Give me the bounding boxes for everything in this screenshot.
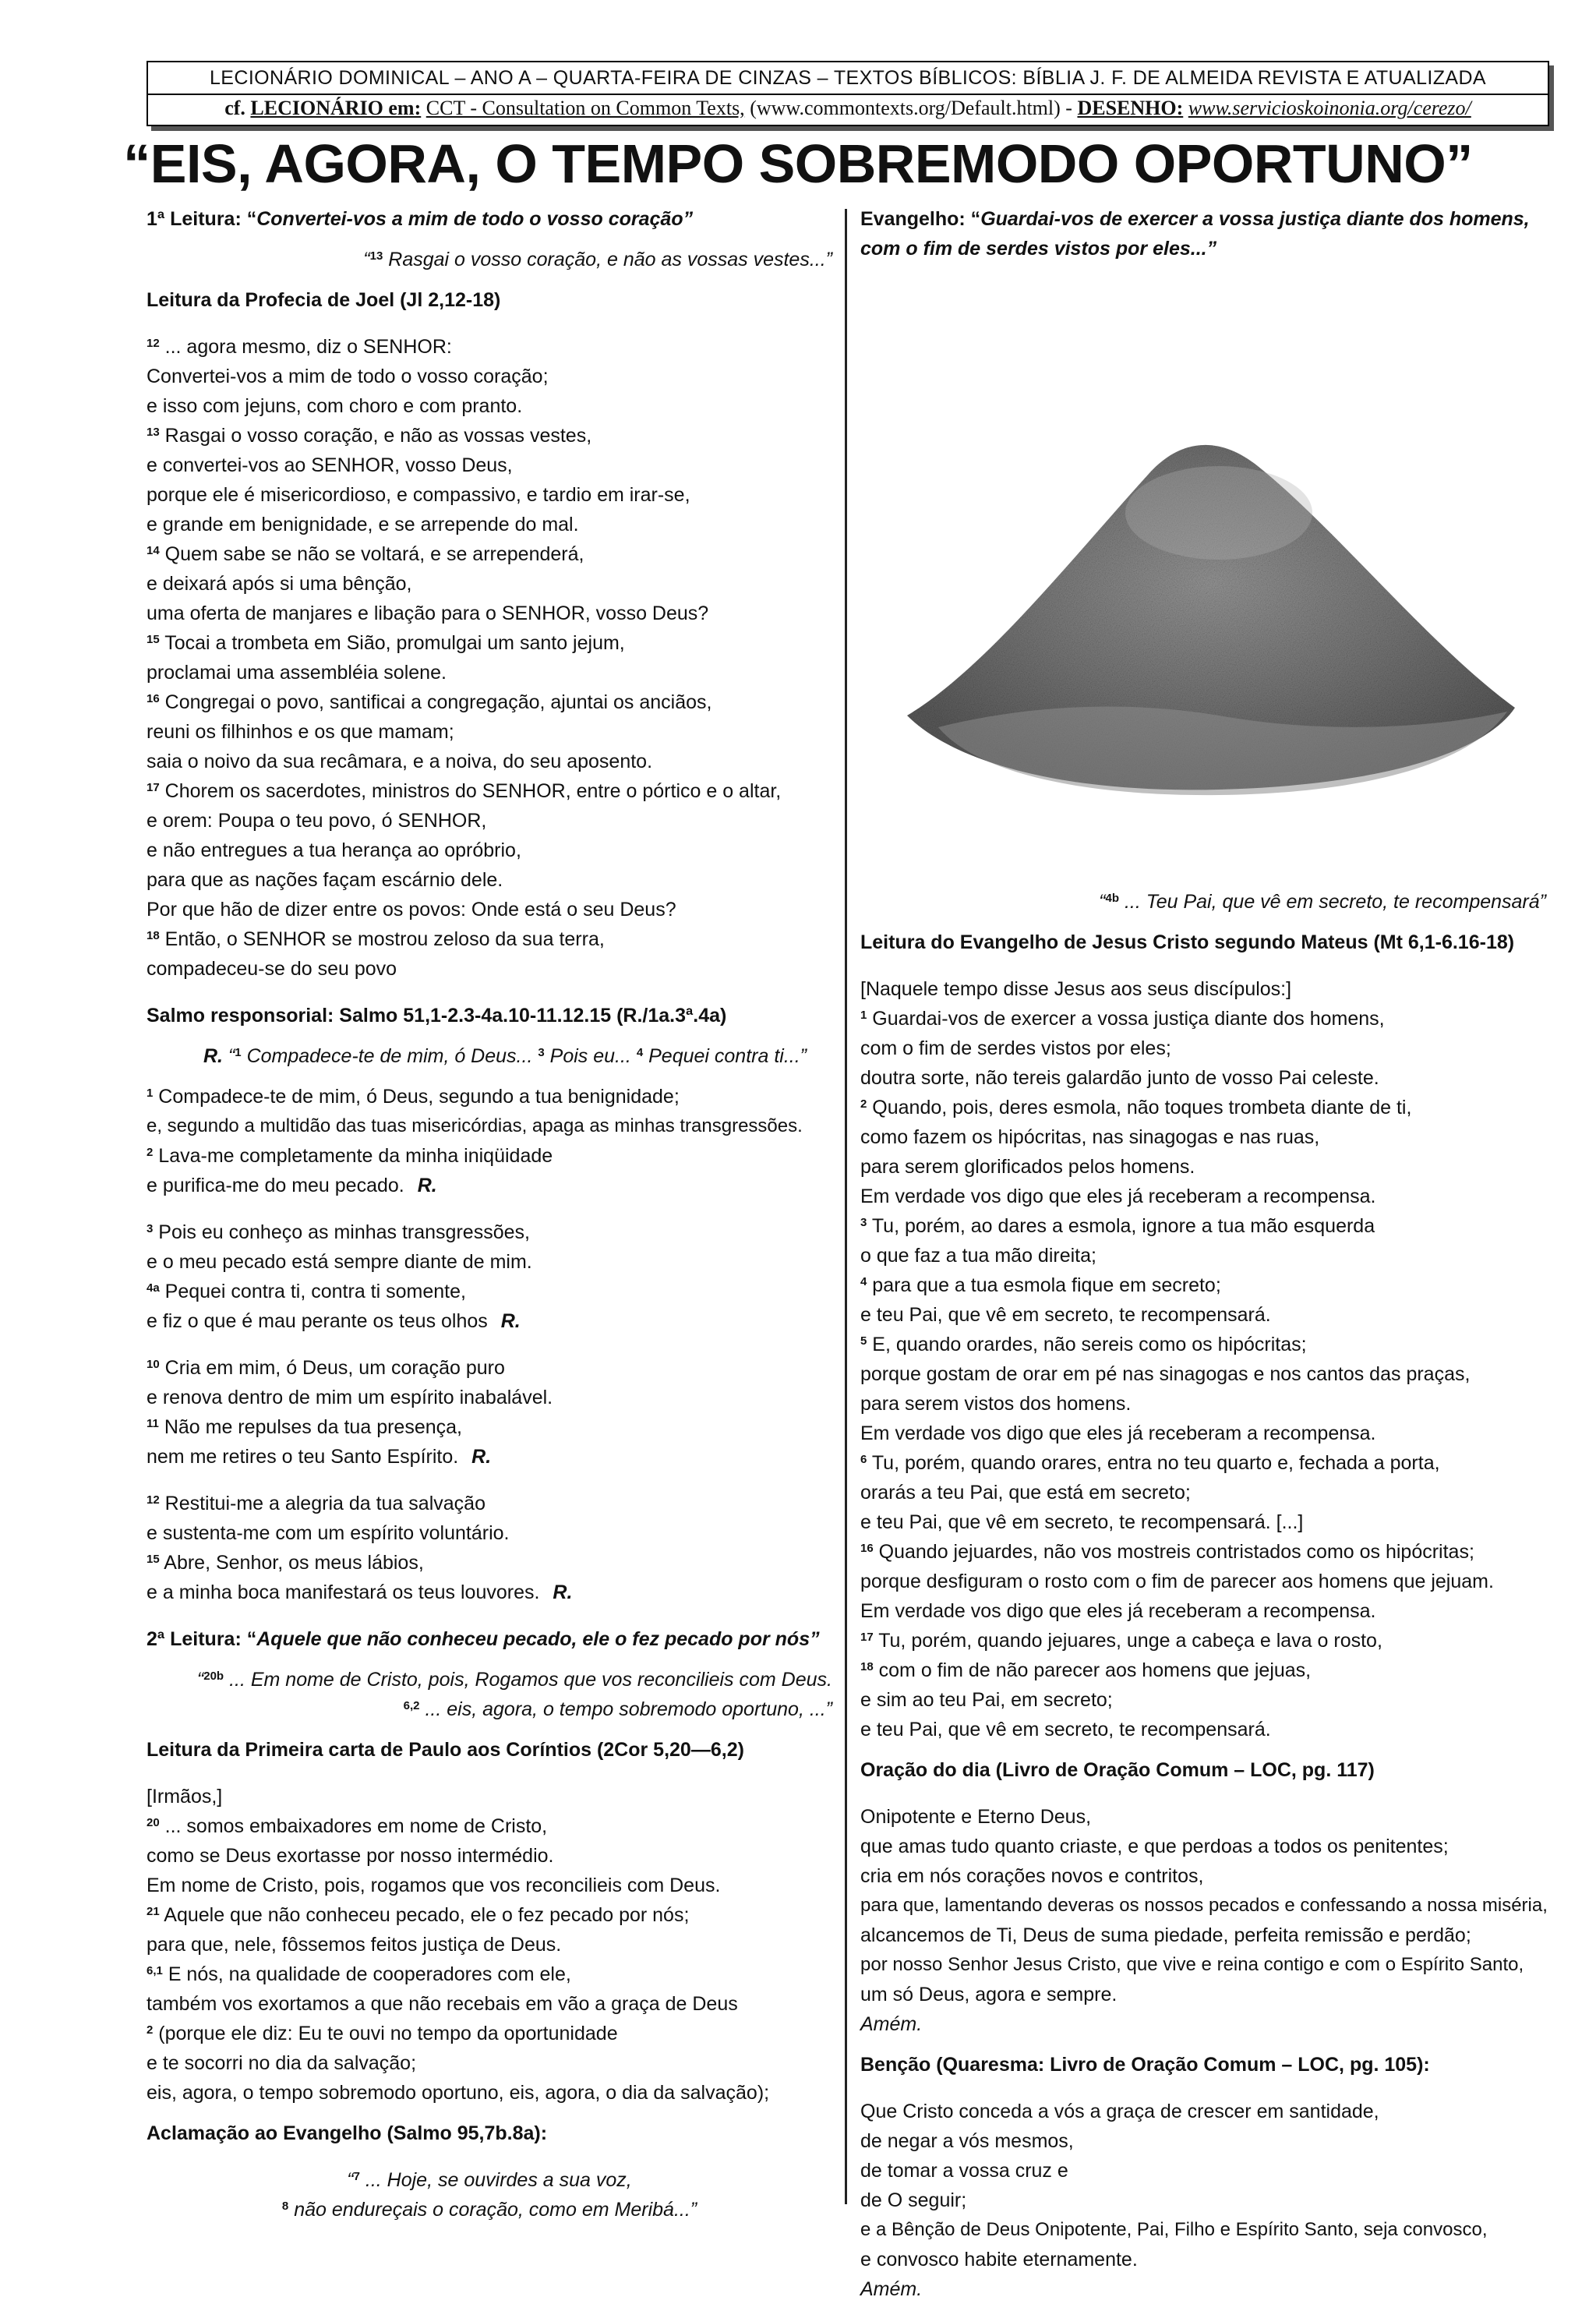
verse-line: como fazem os hipócritas, nas sinagogas e nas ruas, bbox=[860, 1126, 1320, 1148]
verse-line: e teu Pai, que vê em secreto, te recompensará. [...] bbox=[860, 1511, 1304, 1533]
verse-line: $^{12}$ ... agora mesmo, diz o SENHOR: bbox=[147, 336, 452, 358]
cct-link[interactable]: CCT - Consultation on Common Texts, bbox=[425, 97, 745, 119]
verse-line: Em verdade vos digo que eles já receberam a recompensa. bbox=[860, 1600, 1376, 1622]
response-mark: R. bbox=[466, 1446, 492, 1468]
verse-line: e orem: Poupa o teu povo, ó SENHOR, bbox=[147, 810, 487, 832]
verse-line: saia o noivo da sua recâmara, e a noiva, do seu aposento. bbox=[147, 751, 653, 772]
psalm-stanza bbox=[147, 1489, 832, 1607]
verse-line: e te socorri no dia da salvação; bbox=[147, 2052, 417, 2074]
verse-line: $^{11}$ Não me repulses da tua presença, bbox=[147, 1416, 462, 1438]
psalm-text bbox=[147, 1082, 832, 1624]
text-line: cria em nós corações novos e contritos, bbox=[860, 1865, 1204, 1887]
verse-line: Por que hão de dizer entre os povos: Onde está o seu Deus? bbox=[147, 899, 676, 921]
verse-line: e convertei-vos ao SENHOR, vosso Deus, bbox=[147, 454, 513, 476]
verse-line: $^{18}$ Então, o SENHOR se mostrou zeloso da sua terra, bbox=[147, 928, 605, 950]
verse-line: para que as nações façam escárnio dele. bbox=[147, 869, 503, 891]
verse-line: nem me retires o teu Santo Espírito. R. bbox=[147, 1446, 492, 1468]
text-line: que amas tudo quanto criaste, e que perdoas a todos os penitentes; bbox=[860, 1836, 1449, 1857]
verse-line: compadeceu-se do seu povo bbox=[147, 958, 397, 980]
verse-line: com o fim de serdes vistos por eles; bbox=[860, 1037, 1171, 1059]
verse-line: e, segundo a multidão das tuas misericórdias, apaga as minhas transgressões. bbox=[147, 1115, 803, 1136]
second-reading-quote-2: $^{6,2}$ ... eis, agora, o tempo sobremodo oportuno, ...” bbox=[403, 1698, 832, 1720]
verse-line: Convertei-vos a mim de todo o vosso coração; bbox=[147, 366, 549, 387]
document-header bbox=[147, 61, 1549, 126]
second-reading-quote-1: “$^{20b}$ ... Em nome de Cristo, pois, Rogamos que vos reconcilieis com Deus. bbox=[196, 1669, 832, 1691]
text-line: por nosso Senhor Jesus Cristo, que vive e reina contigo e com o Espírito Santo, bbox=[860, 1954, 1524, 1975]
verse-line: também vos exortamos a que não recebais em vão a graça de Deus bbox=[147, 1993, 738, 2015]
verse-line: $^1$ Guardai-vos de exercer a vossa justiça diante dos homens, bbox=[860, 1008, 1385, 1030]
text-line: de negar a vós mesmos, bbox=[860, 2130, 1074, 2152]
lectionary-info: LECIONÁRIO DOMINICAL – ANO A – QUARTA-FEIRA DE CINZAS – TEXTOS BÍBLICOS: BÍBLIA J. F. DE ALMEIDA REVISTA E ATUALIZADA bbox=[209, 67, 1486, 89]
text-line: de tomar a vossa cruz e bbox=[860, 2160, 1068, 2182]
text-line: de O seguir; bbox=[860, 2189, 967, 2211]
gospel-source: Leitura do Evangelho de Jesus Cristo segundo Mateus (Mt 6,1-6.16-18) bbox=[860, 931, 1515, 953]
verse-line: doutra sorte, não tereis galardão junto de vosso Pai celeste. bbox=[860, 1067, 1379, 1089]
prayer-text bbox=[860, 1802, 1546, 2009]
gospel-quote: “$^{4b}$ ... Teu Pai, que vê em secreto, te recompensará” bbox=[1099, 891, 1546, 913]
psalm-stanza bbox=[147, 1217, 832, 1336]
lecionario-label: LECIONÁRIO em: bbox=[250, 97, 422, 119]
verse-line: e grande em benignidade, e se arrepende do mal. bbox=[147, 514, 579, 535]
verse-line: e teu Pai, que vê em secreto, te recompensará. bbox=[860, 1304, 1271, 1326]
verse-line: $^{15}$ Tocai a trombeta em Sião, promulgai um santo jejum, bbox=[147, 632, 625, 654]
response-mark: R. bbox=[547, 1581, 573, 1603]
ash-pile-image bbox=[892, 279, 1531, 879]
verse-line: Em verdade vos digo que eles já receberam a recompensa. bbox=[860, 1422, 1376, 1444]
verse-line: $^{10}$ Cria em mim, ó Deus, um coração puro bbox=[147, 1357, 505, 1379]
verse-line: $^{20}$ ... somos embaixadores em nome de Cristo, bbox=[147, 1815, 548, 1837]
prayer-heading: Oração do dia (Livro de Oração Comum – LOC, pg. 117) bbox=[860, 1759, 1375, 1781]
verse-line: Em nome de Cristo, pois, rogamos que vos reconcilieis com Deus. bbox=[147, 1875, 721, 1896]
verse-line: $^{16}$ Quando jejuardes, não vos mostreis contristados como os hipócritas; bbox=[860, 1541, 1474, 1563]
verse-line: reuni os filhinhos e os que mamam; bbox=[147, 721, 454, 743]
psalm-stanza bbox=[147, 1082, 832, 1200]
verse-line: $^2$ (porque ele diz: Eu te ouvi no tempo da oportunidade bbox=[147, 2023, 618, 2044]
first-reading-quote: “$^{13}$ Rasgai o vosso coração, e não as vossas vestes...” bbox=[363, 249, 832, 270]
verse-line: $^4$ para que a tua esmola fique em secreto; bbox=[860, 1274, 1221, 1296]
verse-line: $^{21}$ Aquele que não conheceu pecado, ele o fez pecado por nós; bbox=[147, 1904, 690, 1926]
header-divider bbox=[148, 94, 1548, 95]
psalm-stanza bbox=[147, 1353, 832, 1472]
psalm-response: R. “$^1$ Compadece-te de mim, ó Deus... $^3$ Pois eu... $^4$ Pequei contra ti...” bbox=[203, 1045, 807, 1067]
verse-line: $^5$ E, quando orardes, não sereis como os hipócritas; bbox=[860, 1334, 1307, 1355]
verse-line: e deixará após si uma bênção, bbox=[147, 573, 412, 595]
verse-line: Em verdade vos digo que eles já receberam a recompensa. bbox=[860, 1186, 1376, 1207]
left-column bbox=[147, 204, 832, 2224]
verse-line: $^3$ Tu, porém, ao dares a esmola, ignore a tua mão esquerda bbox=[860, 1215, 1375, 1237]
verse-line: $^{4a}$ Pequei contra ti, contra ti somente, bbox=[147, 1281, 466, 1302]
first-reading-source: Leitura da Profecia de Joel (Jl 2,12-18) bbox=[147, 289, 501, 311]
text-line: para que, lamentando deveras os nossos pecados e confessando a nossa miséria, bbox=[860, 1895, 1548, 1916]
psalm-heading: Salmo responsorial: Salmo 51,1-2.3-4a.10-11.12.15 (R./1a.3ª.4a) bbox=[147, 1005, 727, 1027]
text-line: e convosco habite eternamente. bbox=[860, 2249, 1138, 2270]
verse-line: para que, nele, fôssemos feitos justiça de Deus. bbox=[147, 1934, 562, 1956]
verse-line: o que faz a tua mão direita; bbox=[860, 1245, 1096, 1267]
verse-line: $^{17}$ Chorem os sacerdotes, ministros do SENHOR, entre o pórtico e o altar, bbox=[147, 780, 782, 802]
verse-line: proclamai uma assembléia solene. bbox=[147, 662, 447, 684]
gospel-heading: Evangelho: “Guardai-vos de exercer a vossa justiça diante dos homens, com o fim de serdes vistos por eles...” bbox=[860, 208, 1530, 260]
text-line: um só Deus, agora e sempre. bbox=[860, 1984, 1118, 2005]
verse-line: eis, agora, o tempo sobremodo oportuno, eis, agora, o dia da salvação); bbox=[147, 2082, 770, 2104]
verse-line: para serem glorificados pelos homens. bbox=[860, 1156, 1195, 1178]
second-reading-heading: 2ª Leitura: “Aquele que não conheceu pecado, ele o fez pecado por nós” bbox=[147, 1628, 820, 1650]
right-column bbox=[860, 204, 1546, 2304]
verse-line: e sim ao teu Pai, em secreto; bbox=[860, 1689, 1113, 1711]
cct-url: (www.commontexts.org/Default.html) - bbox=[750, 97, 1072, 119]
verse-line: $^2$ Lava-me completamente da minha iniqüidade bbox=[147, 1145, 553, 1167]
verse-line: $^1$ Compadece-te de mim, ó Deus, segundo a tua benignidade; bbox=[147, 1086, 680, 1108]
verse-line: e o meu pecado está sempre diante de mim. bbox=[147, 1251, 532, 1273]
verse-line: porque desfiguram o rosto com o fim de parecer aos homens que jejuam. bbox=[860, 1571, 1494, 1592]
page-title: “EIS, AGORA, O TEMPO SOBREMODO OPORTUNO” bbox=[123, 133, 1473, 194]
verse-line: porque gostam de orar em pé nas sinagogas e nos cantos das praças, bbox=[860, 1363, 1471, 1385]
verse-line: $^3$ Pois eu conheço as minhas transgressões, bbox=[147, 1221, 530, 1243]
source-credits bbox=[148, 97, 1548, 120]
blessing-text bbox=[860, 2097, 1546, 2274]
verse-line: e sustenta-me com um espírito voluntário. bbox=[147, 1522, 510, 1544]
verse-line: $^{16}$ Congregai o povo, santificai a congregação, ajuntai os anciãos, bbox=[147, 691, 712, 713]
text-line: Que Cristo conceda a vós a graça de crescer em santidade, bbox=[860, 2101, 1379, 2122]
verse-line: porque ele é misericordioso, e compassivo, e tardio em irar-se, bbox=[147, 484, 690, 506]
gospel-text bbox=[860, 974, 1546, 1744]
desenho-link[interactable]: www.servicioskoinonia.org/cerezo/ bbox=[1188, 97, 1471, 119]
verse-line: e fiz o que é mau perante os teus olhos R. bbox=[147, 1310, 521, 1332]
text-line: alcancemos de Ti, Deus de suma piedade, perfeita remissão e perdão; bbox=[860, 1924, 1471, 1946]
acclamation-heading: Aclamação ao Evangelho (Salmo 95,7b.8a): bbox=[147, 2122, 548, 2144]
verse-line: e não entregues a tua herança ao opróbrio, bbox=[147, 839, 521, 861]
verse-line: $^{13}$ Rasgai o vosso coração, e não as vossas vestes, bbox=[147, 425, 592, 447]
response-mark: R. bbox=[495, 1310, 521, 1332]
verse-line: e a minha boca manifestará os teus louvores. R. bbox=[147, 1581, 573, 1603]
verse-line: uma oferta de manjares e libação para o SENHOR, vosso Deus? bbox=[147, 603, 709, 624]
verse-line: $^{14}$ Quem sabe se não se voltará, e se arrependerá, bbox=[147, 543, 584, 565]
verse-line: $^{17}$ Tu, porém, quando jejuares, unge a cabeça e lava o rosto, bbox=[860, 1630, 1382, 1652]
verse-line: e isso com jejuns, com choro e com pranto. bbox=[147, 395, 523, 417]
prayer-amen: Amém. bbox=[860, 2013, 923, 2035]
acclamation-quote-2: $^8$ não endureçais o coração, como em Meribá...” bbox=[281, 2199, 697, 2221]
verse-line: $^2$ Quando, pois, deres esmola, não toques trombeta diante de ti, bbox=[860, 1097, 1412, 1118]
acclamation-quote-1: “$^7$ ... Hoje, se ouvirdes a sua voz, bbox=[347, 2169, 632, 2191]
column-divider bbox=[845, 209, 847, 2204]
verse-line: $^6$ Tu, porém, quando orares, entra no teu quarto e, fechada a porta, bbox=[860, 1452, 1440, 1474]
first-reading-text bbox=[147, 332, 832, 984]
verse-line: [Naquele tempo disse Jesus aos seus discípulos:] bbox=[860, 978, 1292, 1000]
verse-line: [Irmãos,] bbox=[147, 1786, 223, 1808]
verse-line: como se Deus exortasse por nosso intermédio. bbox=[147, 1845, 554, 1867]
verse-line: $^{15}$ Abre, Senhor, os meus lábios, bbox=[147, 1552, 424, 1574]
verse-line: e teu Pai, que vê em secreto, te recompensará. bbox=[860, 1719, 1271, 1740]
response-mark: R. bbox=[411, 1175, 437, 1196]
blessing-heading: Benção (Quaresma: Livro de Oração Comum – LOC, pg. 105): bbox=[860, 2054, 1430, 2076]
verse-line: orarás a teu Pai, que está em secreto; bbox=[860, 1482, 1191, 1504]
second-reading-text bbox=[147, 1782, 832, 2108]
verse-line: e renova dentro de mim um espírito inabalável. bbox=[147, 1387, 553, 1408]
verse-line: para serem vistos dos homens. bbox=[860, 1393, 1132, 1415]
text-line: Onipotente e Eterno Deus, bbox=[860, 1806, 1092, 1828]
verse-line: $^{12}$ Restitui-me a alegria da tua salvação bbox=[147, 1493, 486, 1514]
blessing-amen: Amém. bbox=[860, 2278, 923, 2300]
verse-line: e purifica-me do meu pecado. R. bbox=[147, 1175, 437, 1196]
first-reading-heading: 1ª Leitura: “Convertei-vos a mim de todo o vosso coração” bbox=[147, 208, 694, 230]
verse-line: $^{6,1}$ E nós, na qualidade de cooperadores com ele, bbox=[147, 1963, 571, 1985]
text-line: e a Bênção de Deus Onipotente, Pai, Filho e Espírito Santo, seja convosco, bbox=[860, 2219, 1488, 2240]
verse-line: $^{18}$ com o fim de não parecer aos homens que jejuas, bbox=[860, 1659, 1312, 1681]
cf-label: cf. bbox=[224, 97, 245, 119]
desenho-label: DESENHO: bbox=[1077, 97, 1184, 119]
second-reading-source: Leitura da Primeira carta de Paulo aos Coríntios (2Cor 5,20—6,2) bbox=[147, 1739, 744, 1761]
